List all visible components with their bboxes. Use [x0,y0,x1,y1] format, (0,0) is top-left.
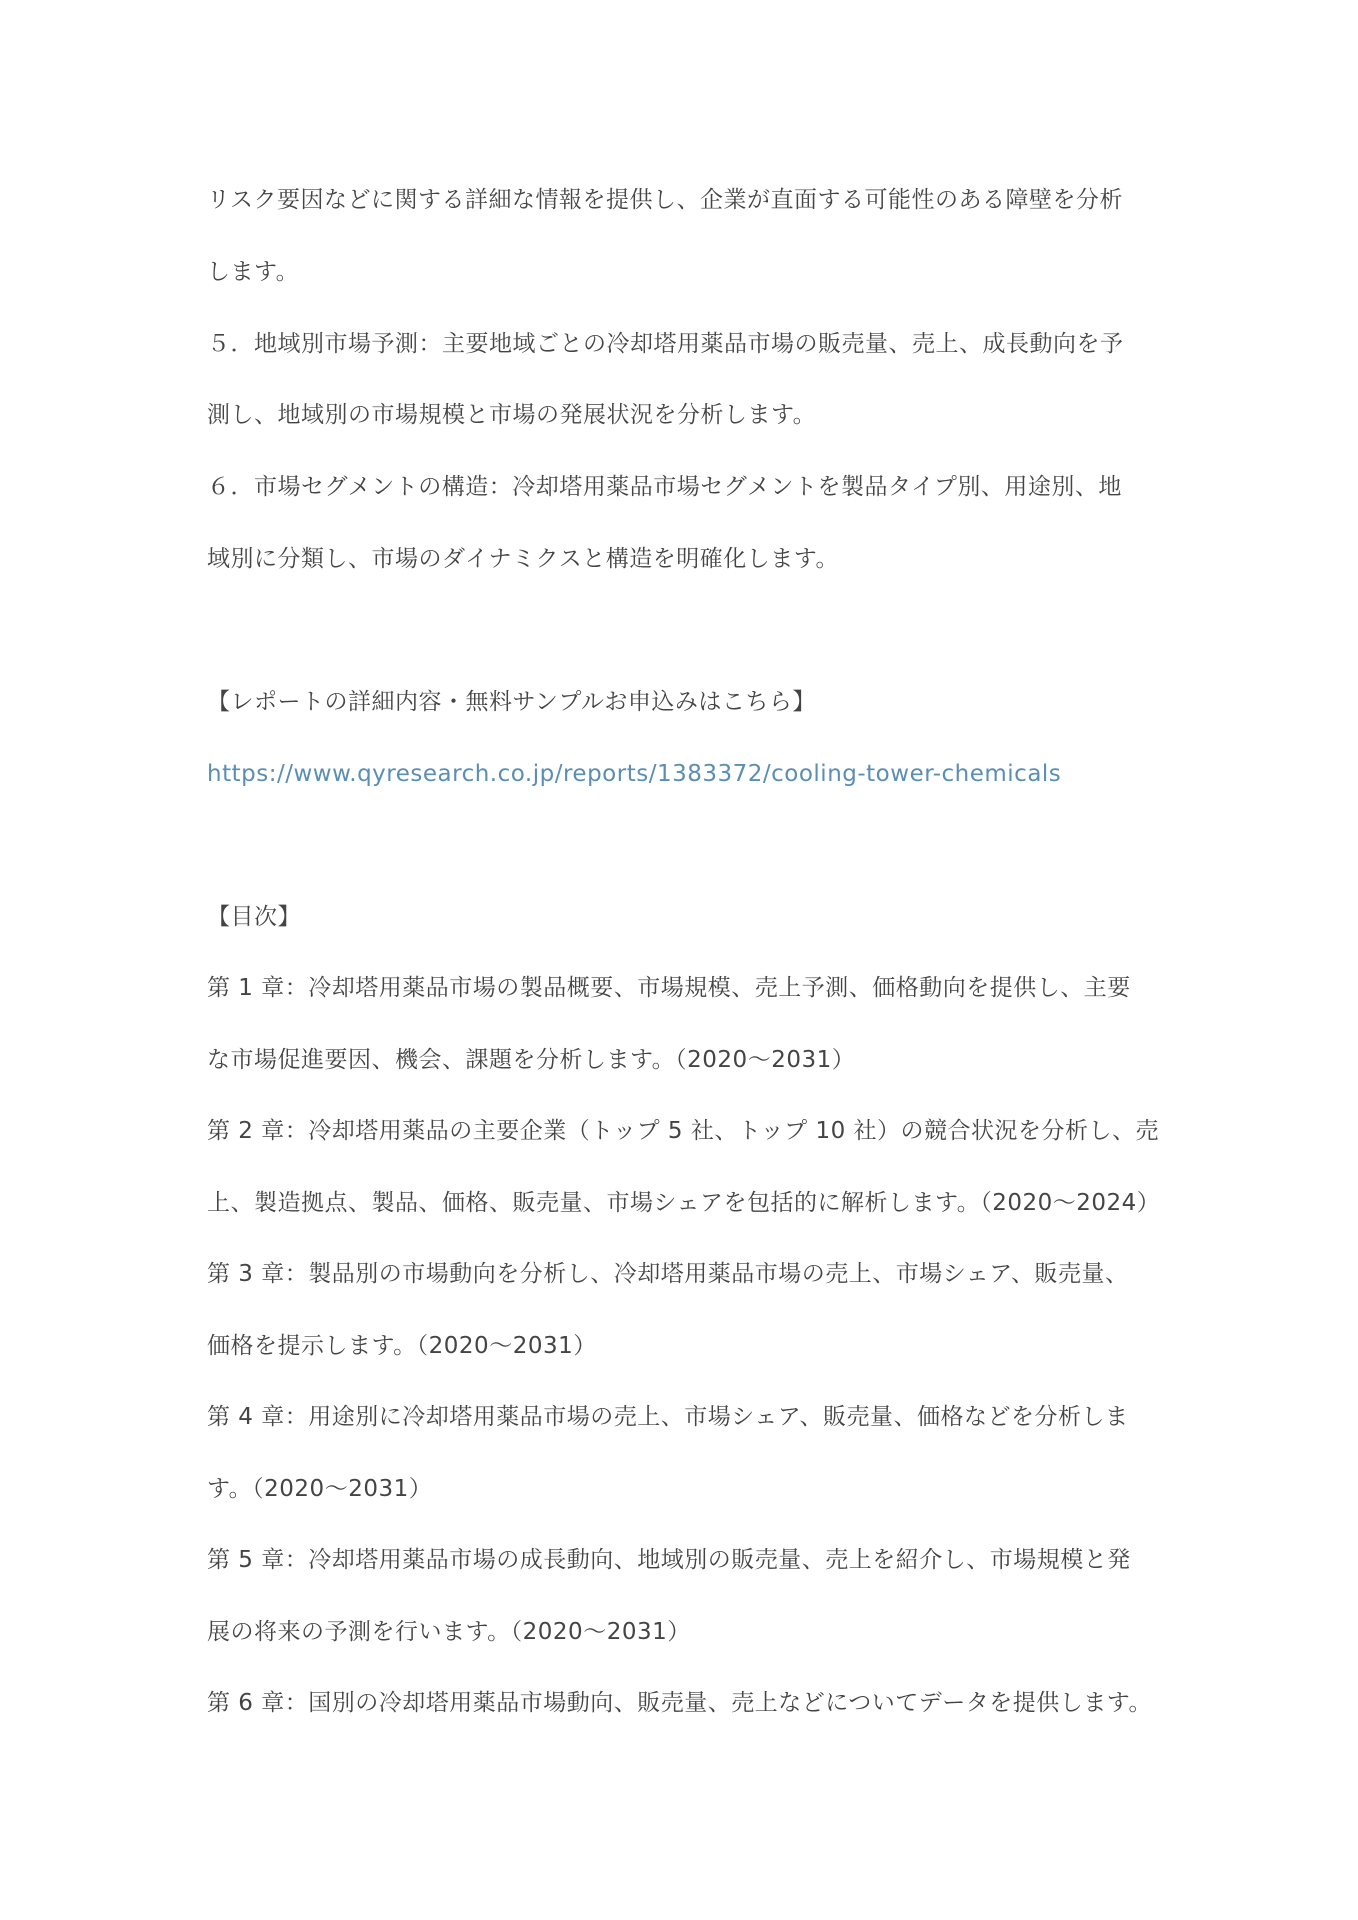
intro-line: ６．市場セグメントの構造：冷却塔用薬品市場セグメントを製品タイプ別、用途別、地 [207,474,1122,500]
toc-line: 展の将来の予測を行います。（2020～2031） [207,1619,691,1645]
toc-heading: 【目次】 [207,904,301,930]
toc-line: 第 4 章：用途別に冷却塔用薬品市場の売上、市場シェア、販売量、価格などを分析しま [207,1404,1129,1430]
intro-line: リスク要因などに関する詳細な情報を提供し、企業が直面する可能性のある障壁を分析 [207,187,1124,213]
toc-line: 第 6 章：国別の冷却塔用薬品市場動向、販売量、売上などについてデータを提供します。 [207,1690,1152,1716]
intro-line: 域別に分類し、市場のダイナミクスと構造を明確化します。 [207,546,839,572]
report-heading: 【レポートの詳細内容・無料サンプルお申込みはこちら】 [207,689,816,715]
intro-line: ５．地域別市場予測：主要地域ごとの冷却塔用薬品市場の販売量、売上、成長動向を予 [207,331,1124,357]
toc-line: 上、製造拠点、製品、価格、販売量、市場シェアを包括的に解析します。（2020～2024） [207,1190,1161,1216]
intro-line: します。 [207,259,300,285]
toc-line: す。（2020～2031） [207,1476,433,1502]
intro-line: 測し、地域別の市場規模と市場の発展状況を分析します。 [207,402,817,428]
toc-line: 第 5 章：冷却塔用薬品市場の成長動向、地域別の販売量、売上を紹介し、市場規模と発 [207,1547,1131,1573]
toc-line: 価格を提示します。（2020～2031） [207,1333,597,1359]
report-link[interactable]: https://www.qyresearch.co.jp/reports/1383372/cooling-tower-chemicals [207,761,1062,787]
toc-line: 第 2 章：冷却塔用薬品の主要企業（トップ 5 社、トップ 10 社）の競合状況を分析し、売 [207,1118,1160,1144]
toc-line: 第 3 章：製品別の市場動向を分析し、冷却塔用薬品市場の売上、市場シェア、販売量、 [207,1261,1129,1287]
toc-line: な市場促進要因、機会、課題を分析します。（2020～2031） [207,1047,856,1073]
toc-line: 第 1 章：冷却塔用薬品市場の製品概要、市場規模、売上予測、価格動向を提供し、主要 [207,975,1131,1001]
